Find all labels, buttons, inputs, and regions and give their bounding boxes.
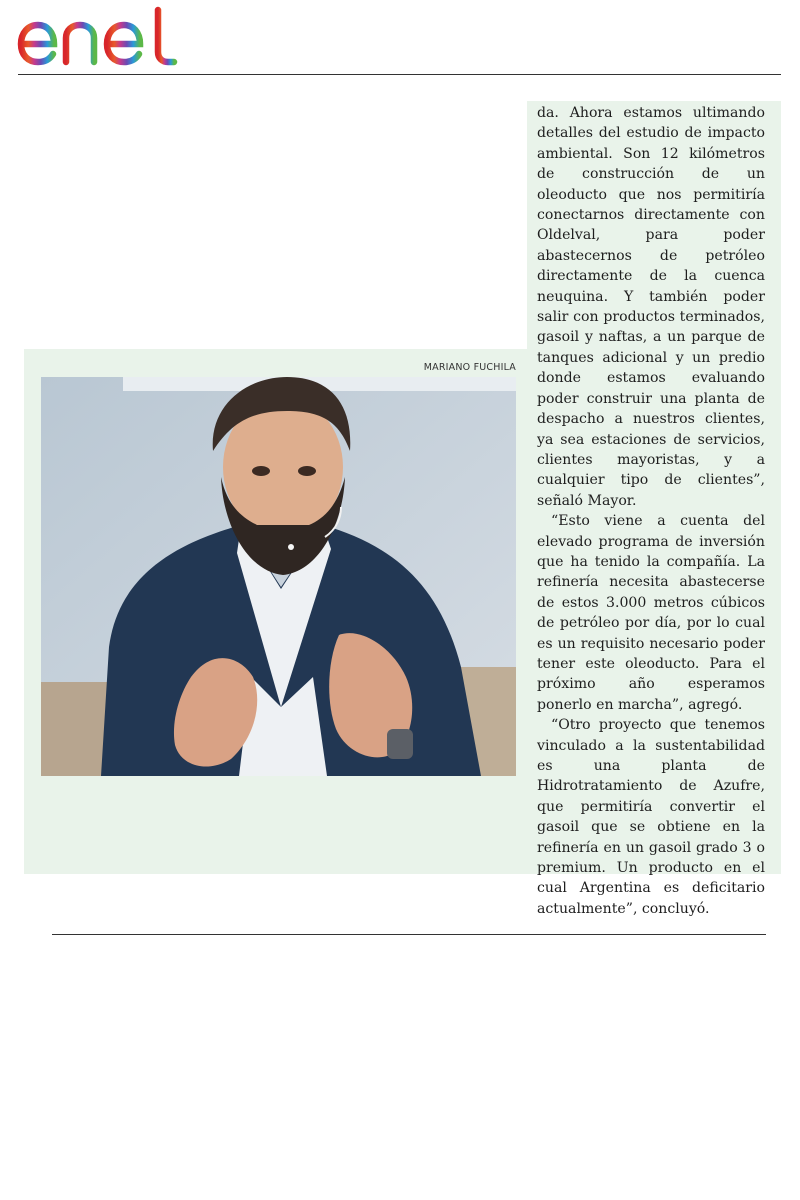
header-rule [18, 74, 781, 75]
footer-rule [52, 934, 766, 935]
article-paragraph: “Otro proyecto que tenemos vinculado a la sustentabilidad es una planta de Hidrotratamiento de Azufre, que permitiría convertir el gasoil que se obtiene en la refinería en un gasoil grado 3 o premium. Un producto en el cual Argentina es deficitario actualmente”, concluyó. [537, 717, 765, 917]
article-paragraph: “Esto viene a cuenta del elevado programa de inversión que ha tenido la compañía. La refinería necesita abastecerse de estos 3.000 metros cúbicos de petróleo por día, por lo cual es un requisito necesario poder tener este oleoducto. Para el próximo año esperamos ponerlo en marcha”, agregó. [537, 513, 765, 713]
interview-photo [41, 377, 516, 776]
article-paragraph: da. Ahora estamos ultimando detalles del estudio de impacto ambiental. Son 12 kilómetros de construcción de un oleoducto que nos permitiría conectarnos directamente con Oldelval, para poder abastecernos de petróleo directamente de la cuenca neuquina. Y también poder salir con productos terminados, gasoil y naftas, a un parque de tanques adicional y un predio donde estamos evaluando poder construir una planta de despacho a nuestros clientes, ya sea estaciones de servicios, clientes mayoristas, y a cualquier tipo de clientes”, señaló Mayor. [537, 105, 765, 509]
enel-logo [16, 2, 186, 68]
article-text [537, 103, 765, 919]
photo-credit: MARIANO FUCHILA [423, 362, 516, 373]
